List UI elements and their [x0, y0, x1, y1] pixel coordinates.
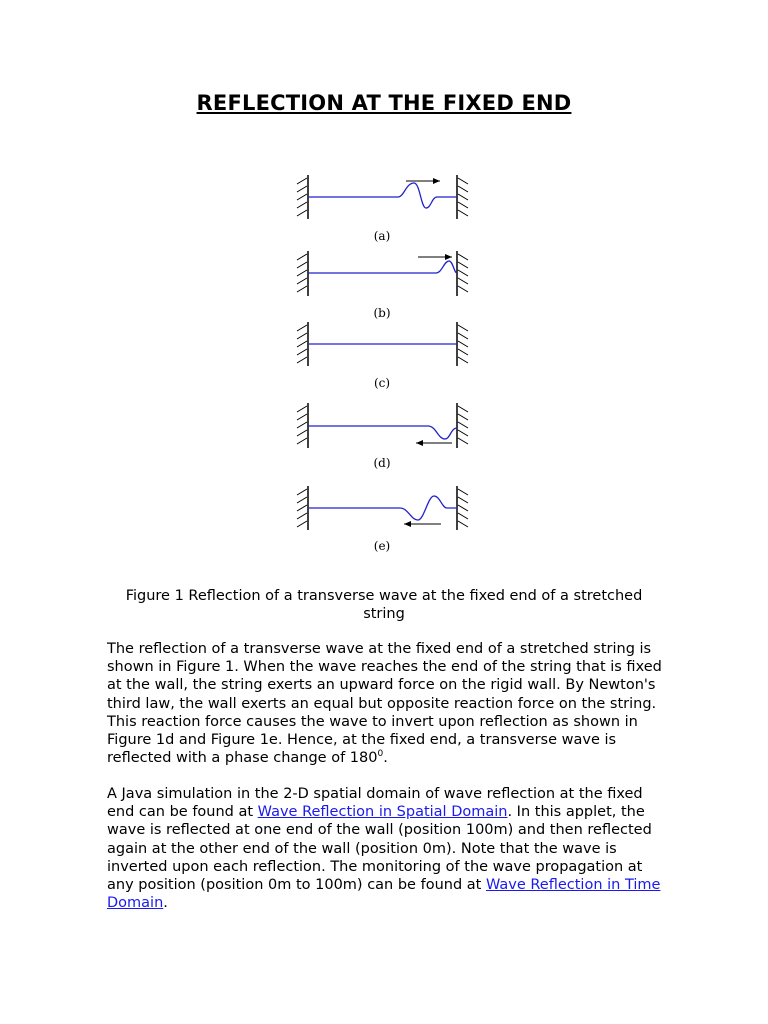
left-wall	[297, 403, 308, 448]
string-wave	[308, 496, 457, 520]
panel-label: (a)	[373, 229, 391, 243]
panel-e	[297, 486, 468, 553]
link-time-domain[interactable]: Wave Reflection in Time Domain	[107, 877, 661, 912]
degree-superscript: 0	[377, 749, 384, 760]
page-title: REFLECTION AT THE FIXED END	[196, 91, 572, 115]
paragraph-text: . In this applet, the wave is reflected at one end of the wall (position 100m) and then reflected again at the other end of the wall (position 0m). Note that the wave is inverted upon each reflection. The monitoring of the wave propagation at any position (position 0m to 100m) can be found at	[107, 804, 652, 894]
string-wave	[308, 183, 457, 208]
paragraph-text: A Java simulation in the 2-D spatial domain of wave reflection at the fixed end can be found at	[107, 786, 643, 821]
panel-b	[297, 251, 468, 320]
panel-d	[297, 403, 468, 470]
paragraph-tail: .	[163, 895, 168, 912]
left-wall	[297, 175, 308, 219]
left-wall	[297, 486, 308, 530]
panel-c	[297, 322, 468, 390]
right-wall	[457, 403, 468, 448]
panel-label: (b)	[373, 306, 391, 320]
left-wall	[297, 251, 308, 296]
right-wall	[457, 486, 468, 530]
panel-label: (e)	[373, 539, 391, 553]
left-wall	[297, 322, 308, 366]
panel-label: (c)	[373, 376, 391, 390]
string-wave	[308, 426, 457, 439]
right-wall	[457, 251, 468, 296]
paragraph-fixed-end	[107, 640, 667, 767]
link-spatial-domain[interactable]: Wave Reflection in Spatial Domain	[257, 804, 508, 821]
panel-a	[297, 175, 468, 243]
paragraph-tail: .	[383, 750, 388, 767]
figure-caption: Figure 1 Reflection of a transverse wave at the fixed end of a stretched string	[125, 588, 643, 622]
paragraph-java-simulation	[107, 785, 667, 912]
string-wave	[308, 261, 457, 273]
panel-label: (d)	[373, 456, 391, 470]
paragraph-text: The reflection of a transverse wave at the fixed end of a stretched string is shown in Figure 1. When the wave reaches the end of the string that is fixed at the wall, the string exerts an upward force on the rigid wall. By Newton's third law, the wall exerts an equal but opposite reaction force on the string. This reaction force causes the wave to invert upon reflection as shown in Figure 1d and Figure 1e. Hence, at the fixed end, a transverse wave is reflected with a phase change of 180	[107, 641, 662, 767]
right-wall	[457, 322, 468, 366]
right-wall	[457, 175, 468, 219]
